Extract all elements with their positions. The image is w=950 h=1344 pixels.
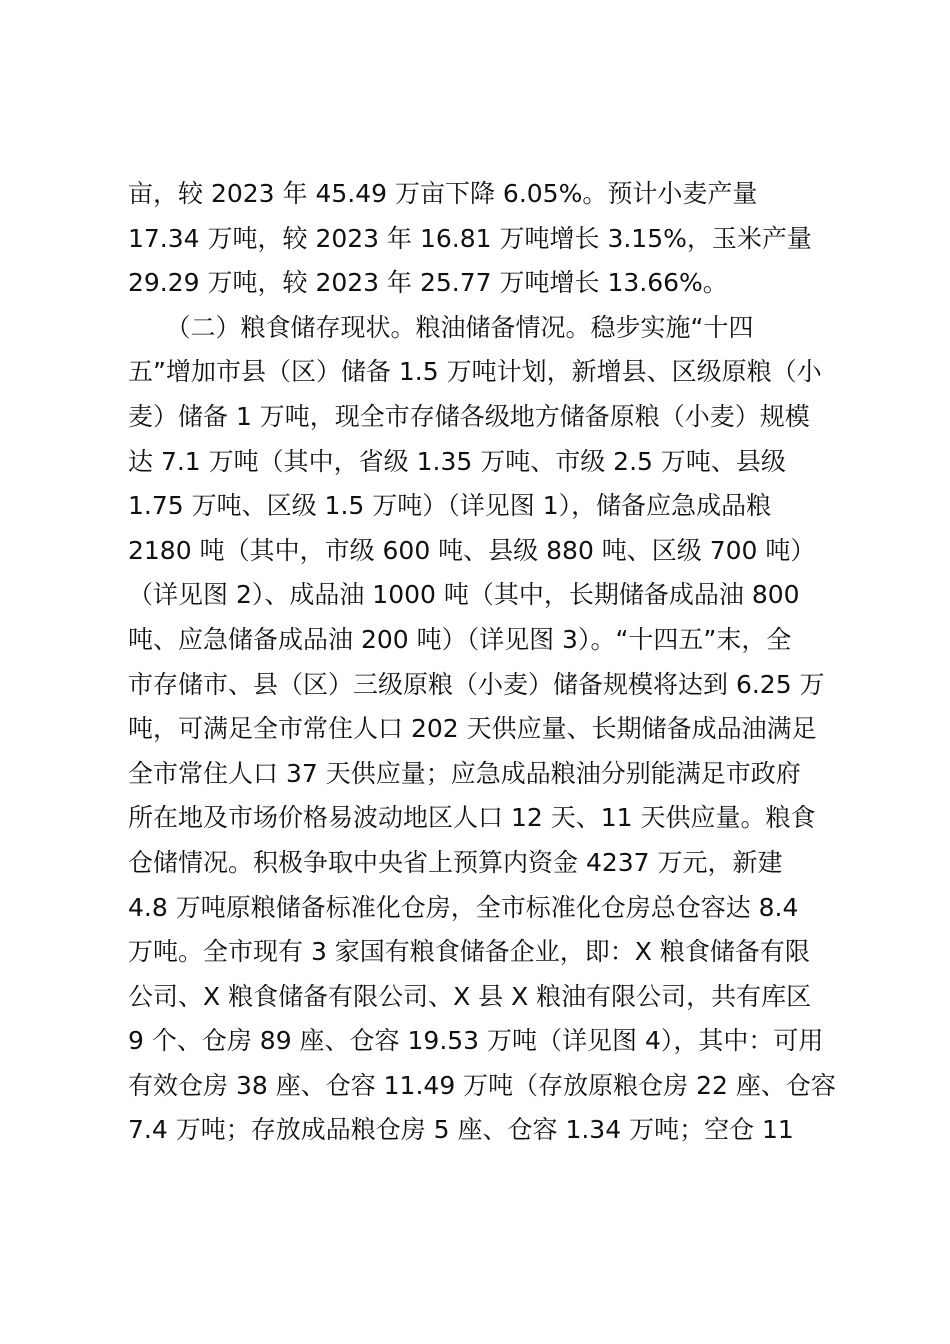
text-line-16: 仓储情况。积极争取中央省上预算内资金 4237 万元，新建 [128,847,783,877]
text-line-11: 吨、应急储备成品油 200 吨）（详见图 3）。“十四五”末，全 [128,624,792,654]
text-line-5: 五”增加市县（区）储备 1.5 万吨计划，新增县、区级原粮（小 [128,357,822,387]
text-line-19: 公司、X 粮食储备有限公司、X 县 X 粮油有限公司，共有库区 [128,981,812,1011]
text-line-22: 7.4 万吨；存放成品粮仓房 5 座、仓容 1.34 万吨；空仓 11 [128,1115,794,1145]
text-line-13: 吨，可满足全市常住人口 202 天供应量、长期储备成品油满足 [128,714,817,744]
text-line-14: 全市常住人口 37 天供应量；应急成品粮油分别能满足市政府 [128,758,801,788]
text-line-6: 麦）储备 1 万吨，现全市存储各级地方储备原粮（小麦）规模 [128,401,810,431]
text-line-1: 亩，较 2023 年 45.49 万亩下降 6.05%。预计小麦产量 [128,179,758,208]
text-line-3: 29.29 万吨，较 2023 年 25.77 万吨增长 13.66%。 [128,268,728,298]
text-line-20: 9 个、仓房 89 座、仓容 19.53 万吨（详见图 4），其中：可用 [128,1026,824,1056]
text-line-18: 万吨。全市现有 3 家国有粮食储备企业，即：X 粮食储备有限 [128,937,810,967]
text-line-15: 所在地及市场价格易波动地区人口 12 天、11 天供应量。粮食 [128,803,816,833]
text-line-21: 有效仓房 38 座、仓容 11.49 万吨（存放原粮仓房 22 座、仓容 [128,1070,836,1100]
text-line-2: 17.34 万吨，较 2023 年 16.81 万吨增长 3.15%，玉米产量 [128,223,812,253]
text-line-12: 市存储市、县（区）三级原粮（小麦）储备规模将达到 6.25 万 [128,669,825,699]
text-line-4: （二）粮食储存现状。粮油储备情况。稳步实施“十四 [128,312,754,342]
text-line-9: 2180 吨（其中，市级 600 吨、县级 880 吨、区级 700 吨） [128,535,816,565]
text-line-8: 1.75 万吨、区级 1.5 万吨）（详见图 1），储备应急成品粮 [128,491,772,521]
body-text [128,172,838,1153]
text-line-7: 达 7.1 万吨（其中，省级 1.35 万吨、市级 2.5 万吨、县级 [128,446,786,476]
text-line-17: 4.8 万吨原粮储备标准化仓房，全市标准化仓房总仓容达 8.4 [128,892,799,922]
text-line-10: （详见图 2）、成品油 1000 吨（其中，长期储备成品油 800 [128,580,800,610]
